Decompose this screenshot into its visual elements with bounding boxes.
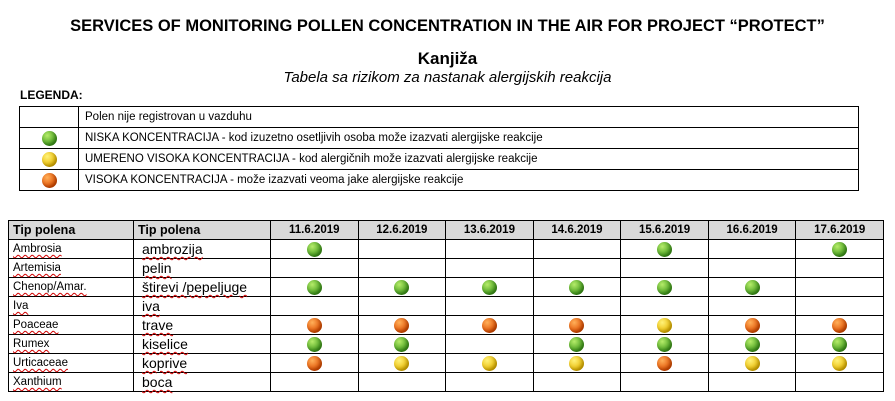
level-cell [358,278,446,297]
green-dot-icon [657,242,672,257]
level-cell [708,373,796,392]
pollen-local-name [134,373,271,392]
green-dot-icon [394,280,409,295]
level-cell [271,316,359,335]
level-cell [271,240,359,259]
level-cell [621,240,709,259]
pollen-local-text: pelin [142,260,172,276]
level-cell [796,335,884,354]
level-cell [621,278,709,297]
pollen-latin-name [9,297,134,316]
legend-text: VISOKA KONCENTRACIJA - može izazvati veoma jake alergijske reakcije [79,170,859,191]
level-cell [621,297,709,316]
pollen-local-text: boca [142,374,173,390]
level-cell [358,354,446,373]
table-row [9,335,884,354]
pollen-latin-name [9,259,134,278]
pollen-local-name [134,259,271,278]
green-dot-icon [657,280,672,295]
level-cell [796,297,884,316]
level-cell [621,259,709,278]
table-row [9,373,884,392]
yellow-dot-icon [745,356,760,371]
level-cell [533,373,621,392]
pollen-local-name [134,335,271,354]
orange-dot-icon [307,318,322,333]
level-cell [796,316,884,335]
green-dot-icon [832,337,847,352]
table-row [9,240,884,259]
header-date: 11.6.2019 [271,221,359,240]
legend-row [20,170,859,191]
pollen-local-text: štirevi /pepeljuge [142,279,248,295]
pollen-latin-text: Chenop/Amar. [13,281,87,293]
legend-row [20,149,859,170]
level-cell [533,335,621,354]
level-cell [271,278,359,297]
level-cell [446,335,534,354]
level-cell [271,373,359,392]
table-row [9,278,884,297]
level-cell [446,373,534,392]
pollen-local-name [134,354,271,373]
pollen-latin-text: Artemisia [13,262,61,274]
header-date: 13.6.2019 [446,221,534,240]
orange-dot-icon [42,173,57,188]
orange-dot-icon [482,318,497,333]
green-dot-icon [394,337,409,352]
pollen-latin-name [9,335,134,354]
green-dot-icon [307,242,322,257]
legend-text: NISKA KONCENTRACIJA - kod izuzetno osetljivih osoba može izazvati alergijske reakcije [79,128,859,149]
level-cell [358,373,446,392]
yellow-dot-icon [569,356,584,371]
yellow-dot-icon [42,152,57,167]
level-cell [621,316,709,335]
level-cell [708,316,796,335]
yellow-dot-icon [832,356,847,371]
level-cell [708,240,796,259]
header-date: 12.6.2019 [358,221,446,240]
header-local: Tip polena [134,221,271,240]
pollen-local-name [134,316,271,335]
header-date: 14.6.2019 [533,221,621,240]
green-dot-icon [307,337,322,352]
pollen-local-text: koprive [142,355,188,371]
page-title: SERVICES OF MONITORING POLLEN CONCENTRATION IN THE AIR FOR PROJECT “PROTECT” [70,17,825,35]
level-cell [708,354,796,373]
level-cell [796,240,884,259]
level-cell [358,240,446,259]
level-cell [708,335,796,354]
legend-symbol [20,128,79,149]
orange-dot-icon [394,318,409,333]
level-cell [533,354,621,373]
pollen-latin-name [9,354,134,373]
city-name: Kanjiža [417,49,478,68]
legend-symbol [20,149,79,170]
legend-row [20,107,859,128]
green-dot-icon [569,280,584,295]
level-cell [358,335,446,354]
pollen-local-name [134,240,271,259]
table-row [9,316,884,335]
green-dot-icon [569,337,584,352]
pollen-latin-name [9,316,134,335]
pollen-local-name [134,297,271,316]
pollen-local-text: iva [142,298,160,314]
level-cell [446,354,534,373]
pollen-latin-name [9,240,134,259]
level-cell [446,278,534,297]
pollen-latin-text: Rumex [13,338,50,350]
legend-text: Polen nije registrovan u vazduhu [79,107,859,128]
green-dot-icon [657,337,672,352]
level-cell [446,240,534,259]
legend-symbol [20,107,79,128]
level-cell [533,240,621,259]
level-cell [621,373,709,392]
pollen-latin-text: Ambrosia [13,243,62,255]
pollen-table [8,220,884,392]
level-cell [621,354,709,373]
green-dot-icon [745,280,760,295]
green-dot-icon [832,242,847,257]
yellow-dot-icon [657,318,672,333]
orange-dot-icon [569,318,584,333]
pollen-latin-name [9,278,134,297]
header-date: 17.6.2019 [796,221,884,240]
level-cell [446,316,534,335]
level-cell [446,259,534,278]
level-cell [533,316,621,335]
pollen-local-text: kiselice [142,336,188,352]
level-cell [271,259,359,278]
pollen-local-name [134,278,271,297]
level-cell [271,354,359,373]
level-cell [446,297,534,316]
level-cell [358,316,446,335]
level-cell [621,335,709,354]
level-cell [708,278,796,297]
green-dot-icon [745,337,760,352]
green-dot-icon [42,131,57,146]
pollen-latin-text: Xanthium [13,376,62,388]
level-cell [533,278,621,297]
pollen-latin-text: Urticaceae [13,357,68,369]
header-latin: Tip polena [9,221,134,240]
table-row [9,259,884,278]
header-date: 16.6.2019 [708,221,796,240]
yellow-dot-icon [394,356,409,371]
table-row [9,354,884,373]
header-date: 15.6.2019 [621,221,709,240]
level-cell [358,297,446,316]
green-dot-icon [307,280,322,295]
level-cell [271,297,359,316]
pollen-latin-text: Iva [13,300,29,312]
pollen-local-text: trave [142,317,174,333]
table-header-row [9,221,884,240]
orange-dot-icon [832,318,847,333]
orange-dot-icon [657,356,672,371]
level-cell [533,259,621,278]
legend-symbol [20,170,79,191]
green-dot-icon [482,280,497,295]
table-subtitle: Tabela sa rizikom za nastanak alergijskih reakcija [283,69,612,86]
legend-text: UMERENO VISOKA KONCENTRACIJA - kod alergičnih može izazvati alergijske reakcije [79,149,859,170]
level-cell [796,373,884,392]
legend-label: LEGENDA: [20,88,83,102]
level-cell [708,259,796,278]
pollen-latin-text: Poaceae [13,319,59,331]
table-row [9,297,884,316]
level-cell [796,278,884,297]
legend-table [19,106,859,191]
pollen-local-text: ambrozija [142,241,203,257]
level-cell [358,259,446,278]
level-cell [708,297,796,316]
level-cell [796,259,884,278]
orange-dot-icon [745,318,760,333]
legend-row [20,128,859,149]
level-cell [796,354,884,373]
pollen-latin-name [9,373,134,392]
level-cell [533,297,621,316]
yellow-dot-icon [482,356,497,371]
orange-dot-icon [307,356,322,371]
level-cell [271,335,359,354]
